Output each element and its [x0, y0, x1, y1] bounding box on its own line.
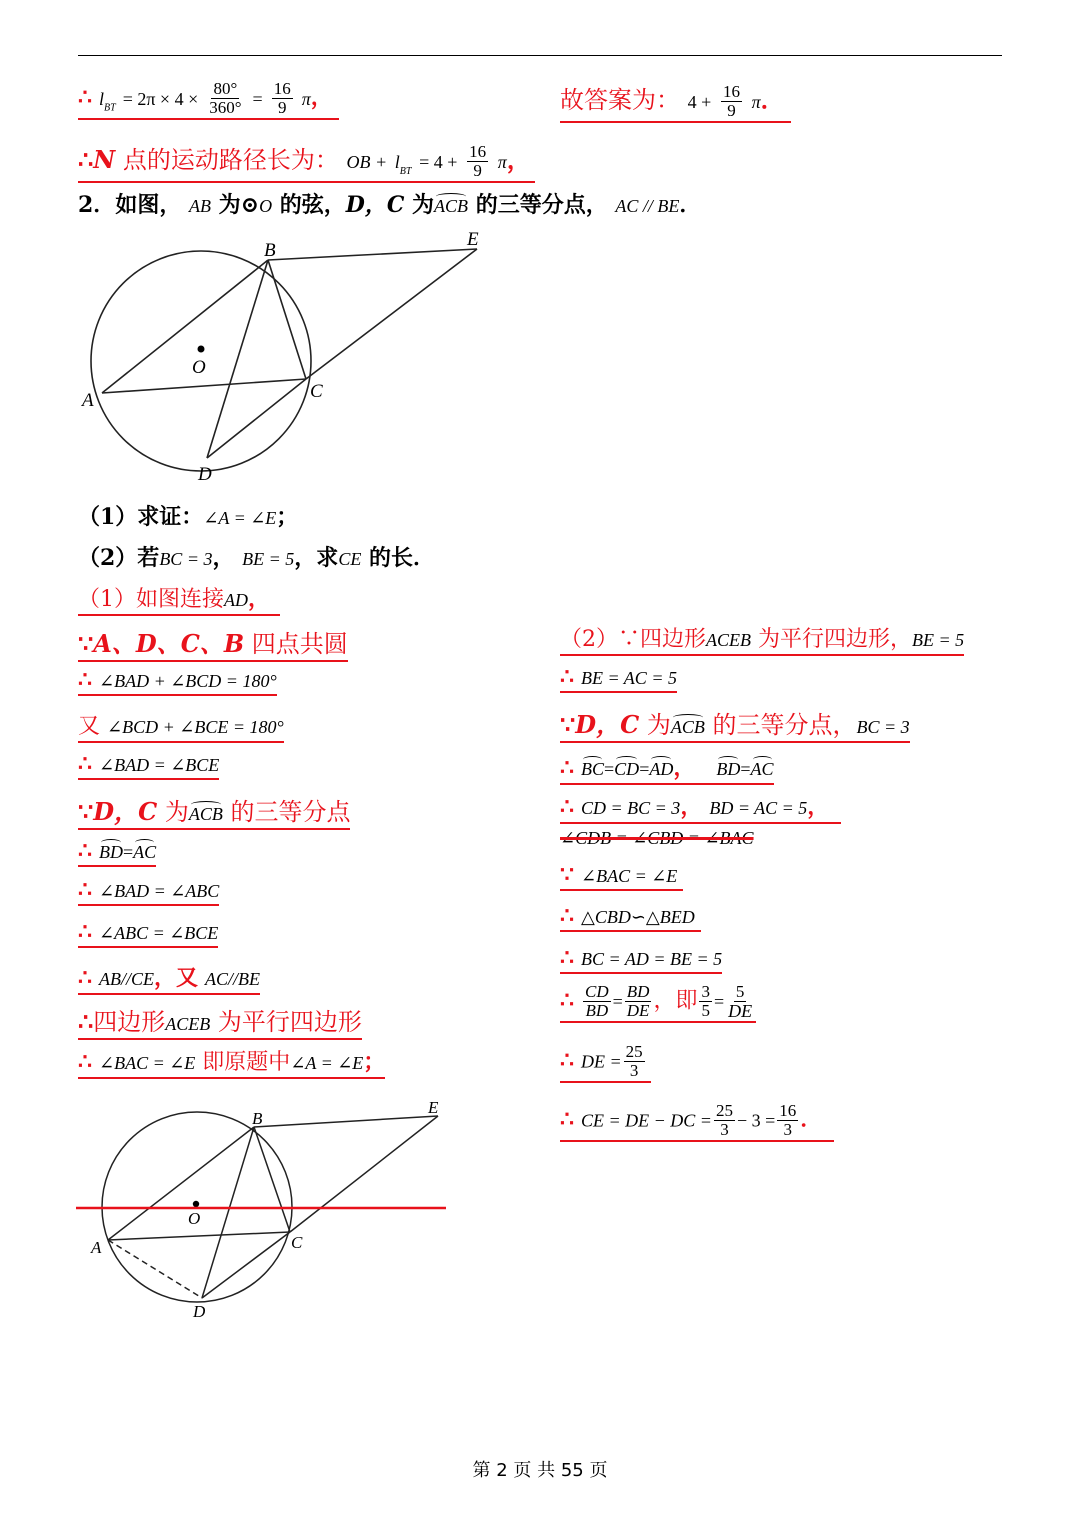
sol-left-10: ∴ AB//CE，又 AC//BE — [78, 961, 260, 995]
label-O: O — [192, 357, 206, 378]
sol-left-8: ∴ ∠BAD = ∠ABC — [78, 877, 219, 906]
svg-text:C: C — [291, 1233, 303, 1252]
sol-right-12: ∴ CE = DE − DC = $\frac{25}{3}$ − 3 = $\frac{16}{3}$ ． — [560, 1102, 834, 1142]
sol-right-10: ∴ $\frac{CD}{BD}$ = $\frac{BD}{DE}$ ，即 $\frac{3}{5}$ = $\frac{5}{DE}$ — [560, 983, 756, 1023]
label-B: B — [264, 240, 276, 261]
label-C: C — [310, 381, 323, 402]
label-D: D — [198, 464, 212, 485]
sol-left-9: ∴ ∠ABC = ∠BCE — [78, 919, 218, 948]
label-A: A — [82, 390, 94, 411]
sol-left-11: ∴四边形ACEB 为平行四边形 — [78, 1002, 362, 1040]
center-point — [198, 346, 205, 353]
page-footer: 第 2 页 共 55 页 — [472, 1460, 608, 1481]
sol-left-12: ∴ ∠BAC = ∠E 即原题中∠A = ∠E； — [78, 1045, 385, 1079]
question-1: （1）求证：∠A = ∠E； — [78, 504, 299, 530]
sol-right-9: ∴ BC = AD = BE = 5 — [560, 945, 722, 974]
prev-arc-length-line: ∴ $l_{BT} = 2\pi \times 4$ × $\frac{80^\circ}{360^\circ}$ = $\frac{16}{9}$ π， — [78, 80, 339, 120]
label-E: E — [467, 229, 479, 250]
svg-text:O: O — [188, 1209, 201, 1228]
sol-left-3: ∴ ∠BAD + ∠BCD = 180° — [78, 667, 277, 696]
svg-text:B: B — [252, 1109, 263, 1128]
prev-answer-line: 故答案为： 4 + $\frac{16}{9}$ π． — [560, 80, 791, 123]
svg-text:D: D — [193, 1302, 206, 1321]
sol-right-7: ∵ ∠BAC = ∠E — [560, 862, 683, 891]
sol-left-6: ∵D，C 为ACB 的三等分点 — [78, 792, 350, 830]
header-rule — [78, 55, 1002, 56]
problem-statement: 2．如图， AB 为⊙O 的弦，D，C 为ACB 的三等分点， AC // BE． — [78, 192, 702, 218]
sol-right-1: （2）∵四边形ACEB 为平行四边形，BE = 5 — [560, 622, 964, 656]
sol-right-11: ∴ DE = $\frac{25}{3}$ — [560, 1043, 651, 1083]
sol-right-8: ∴ △CBD∽△BED — [560, 903, 701, 932]
sol-left-5: ∴ ∠BAD = ∠BCE — [78, 751, 219, 780]
figure-main — [70, 225, 510, 495]
sol-left-1: （1）如图连接AD， — [78, 582, 280, 616]
sol-left-4: 又 ∠BCD + ∠BCE = 180° — [78, 709, 284, 743]
prev-path-length-line: ∴N 点的运动路径长为： OB + $l_{BT} = 4$ + $\frac{16}{9}$ π， — [78, 140, 535, 183]
sol-right-4: ∴ BC=CD=AD， BD=AC — [560, 751, 774, 785]
question-2: （2）若BC = 3， BE = 5，求CE 的长． — [78, 545, 435, 571]
svg-text:A: A — [91, 1238, 102, 1257]
sol-right-2: ∴ BE = AC = 5 — [560, 664, 677, 693]
sol-right-6-struck: ∠CDB = ∠CBD = ∠BAC — [560, 828, 754, 848]
sol-left-2: ∵A、D、C、B 四点共圆 — [78, 624, 348, 662]
svg-text:E: E — [428, 1098, 439, 1117]
figure-solution — [76, 1095, 456, 1330]
sol-right-5: ∴ CD = BC = 3， BD = AC = 5， — [560, 790, 841, 824]
sol-left-7: ∴ BD=AC — [78, 838, 156, 867]
sol-right-3: ∵D，C 为ACB 的三等分点，BC = 3 — [560, 705, 910, 743]
